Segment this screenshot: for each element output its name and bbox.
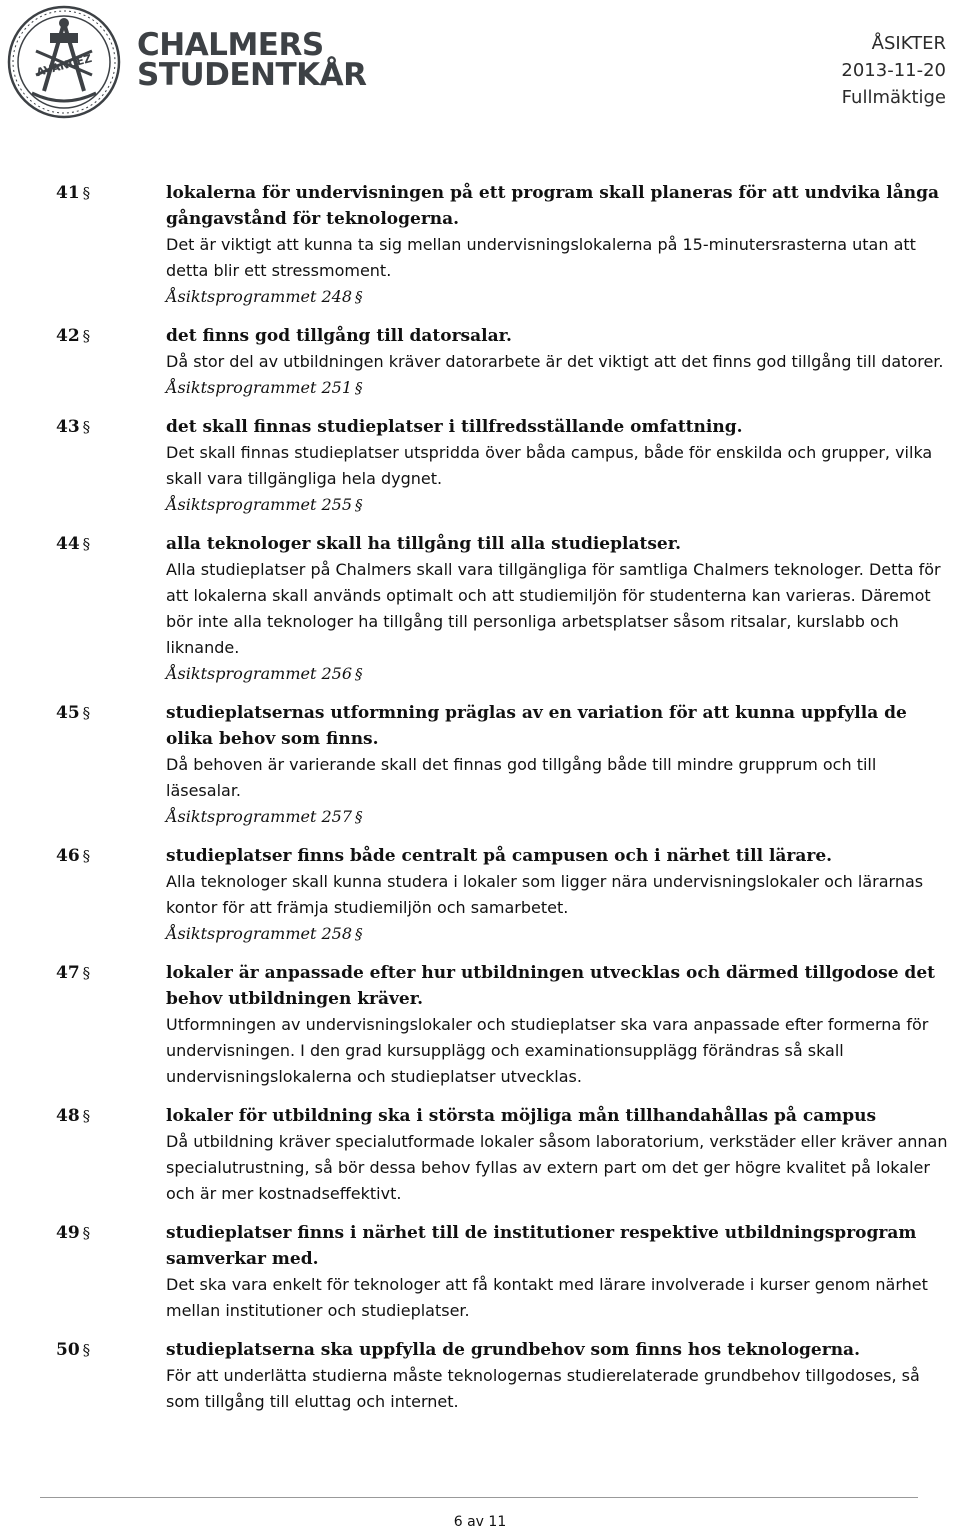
document-meta xyxy=(841,30,946,111)
item-content xyxy=(166,1103,956,1207)
item-body: Det är viktigt att kunna ta sig mellan undervisningslokalerna på 15-minutersrasterna utan att detta blir ett stressmoment. xyxy=(166,235,916,280)
opinion-item xyxy=(56,414,956,518)
pilcrow-mark: § xyxy=(82,1224,91,1242)
pilcrow-mark: § xyxy=(82,535,91,553)
item-number: 42 § xyxy=(56,326,91,346)
chalmers-seal-logo xyxy=(2,3,126,121)
item-heading: studieplatserna ska uppfylla de grundbehov som finns hos teknologerna. xyxy=(166,1340,860,1360)
item-reference: Åsiktsprogrammet 258 § xyxy=(166,924,363,943)
pilcrow-mark: § xyxy=(355,379,363,397)
opinion-item xyxy=(56,843,956,947)
opinion-item xyxy=(56,960,956,1090)
brand-line-1: CHALMERS xyxy=(137,27,324,63)
item-body: Det ska vara enkelt för teknologer att få kontakt med lärare involverade i kurser genom närhet mellan institutioner och studieplatser. xyxy=(166,1275,928,1320)
item-body: Det skall finnas studieplatser utspridda över båda campus, både för enskilda och grupper, vilka skall vara tillgängliga hela dygnet. xyxy=(166,443,933,488)
pilcrow-mark: § xyxy=(82,704,91,722)
item-reference: Åsiktsprogrammet 255 § xyxy=(166,495,363,514)
opinion-list xyxy=(56,180,956,1428)
item-heading: lokaler är anpassade efter hur utbildningen utvecklas och därmed tillgodose det behov utbildningen kräver. xyxy=(166,963,935,1009)
item-number: 44 § xyxy=(56,534,91,554)
item-content xyxy=(166,700,956,830)
item-body: Alla studieplatser på Chalmers skall vara tillgängliga för samtliga Chalmers teknologer. Detta för att lokalerna skall används optimalt och att studiemiljön för studenterna kan varieras. Däremot bör inte alla teknologer ha tillgång till personliga arbetsplatser såsom ritsalar, kurslabb och liknande. xyxy=(166,560,941,657)
opinion-item xyxy=(56,180,956,310)
item-reference: Åsiktsprogrammet 256 § xyxy=(166,664,363,683)
meeting-name: Fullmäktige xyxy=(841,87,946,108)
item-body: För att underlätta studierna måste teknologernas studierelaterade grundbehov tillgodoses, så som tillgång till eluttag och internet. xyxy=(166,1366,920,1411)
chalmers-studentkar-wordmark xyxy=(137,27,367,93)
item-reference: Åsiktsprogrammet 257 § xyxy=(166,807,363,826)
page-number: 6 av 11 xyxy=(453,1514,507,1530)
item-number: 46 § xyxy=(56,846,91,866)
pilcrow-mark: § xyxy=(82,184,91,202)
item-number: 50 § xyxy=(56,1340,91,1360)
opinion-item xyxy=(56,323,956,401)
page-header xyxy=(0,0,960,120)
doc-date: 2013-11-20 xyxy=(841,60,946,81)
item-number: 45 § xyxy=(56,703,91,723)
item-content xyxy=(166,323,956,401)
item-number: 41 § xyxy=(56,183,91,203)
item-heading: studieplatser finns både centralt på campusen och i närhet till lärare. xyxy=(166,846,833,866)
item-content xyxy=(166,1337,956,1415)
pilcrow-mark: § xyxy=(82,847,91,865)
item-heading: studieplatser finns i närhet till de institutioner respektive utbildningsprogram samverkar med. xyxy=(166,1223,917,1269)
svg-text:AVANCEZ: AVANCEZ xyxy=(35,51,94,80)
opinion-item xyxy=(56,1337,956,1415)
pilcrow-mark: § xyxy=(355,665,363,683)
pilcrow-mark: § xyxy=(355,288,363,306)
pilcrow-mark: § xyxy=(82,1107,91,1125)
item-number: 47 § xyxy=(56,963,91,983)
item-heading: lokalerna för undervisningen på ett program skall planeras för att undvika långa gångavstånd för teknologerna. xyxy=(166,183,940,229)
item-content xyxy=(166,180,956,310)
pilcrow-mark: § xyxy=(82,1341,91,1359)
doc-type: ÅSIKTER xyxy=(871,33,946,54)
item-content xyxy=(166,531,956,687)
opinion-item xyxy=(56,1220,956,1324)
pilcrow-mark: § xyxy=(82,964,91,982)
item-body: Alla teknologer skall kunna studera i lokaler som ligger nära undervisningslokaler och lärarnas kontor för att främja studiemiljön och samarbetet. xyxy=(166,872,924,917)
item-number: 49 § xyxy=(56,1223,91,1243)
item-number: 43 § xyxy=(56,417,91,437)
pilcrow-mark: § xyxy=(355,808,363,826)
item-body: Då stor del av utbildningen kräver datorarbete är det viktigt att det finns god tillgång till datorer. xyxy=(166,352,944,371)
item-heading: det skall finnas studieplatser i tillfredsställande omfattning. xyxy=(166,417,743,437)
item-body: Då behoven är varierande skall det finnas god tillgång både till mindre grupprum och till läsesalar. xyxy=(166,755,877,800)
item-content xyxy=(166,1220,956,1324)
pilcrow-mark: § xyxy=(355,925,363,943)
item-content xyxy=(166,414,956,518)
pilcrow-mark: § xyxy=(355,496,363,514)
item-heading: det finns god tillgång till datorsalar. xyxy=(166,326,512,346)
footer-divider xyxy=(40,1497,918,1498)
item-body: Då utbildning kräver specialutformade lokaler såsom laboratorium, verkstäder eller kräver annan specialutrustning, så bör dessa behov fyllas av extern part om det ger högre kvalitet på lokaler och är mer kostnadseffektivt. xyxy=(166,1132,948,1203)
item-content xyxy=(166,960,956,1090)
pilcrow-mark: § xyxy=(82,418,91,436)
pilcrow-mark: § xyxy=(82,327,91,345)
item-body: Utformningen av undervisningslokaler och studieplatser ska vara anpassade efter formerna för undervisningen. I den grad kursupplägg och examinationsupplägg förändras så skall undervisningslokalerna och studieplatser utvecklas. xyxy=(166,1015,929,1086)
opinion-item xyxy=(56,700,956,830)
item-heading: studieplatsernas utformning präglas av en variation för att kunna uppfylla de olika behov som finns. xyxy=(166,703,907,749)
opinion-item xyxy=(56,531,956,687)
item-heading: lokaler för utbildning ska i största möjliga mån tillhandahållas på campus xyxy=(166,1106,877,1126)
item-content xyxy=(166,843,956,947)
item-reference: Åsiktsprogrammet 248 § xyxy=(166,287,363,306)
item-reference: Åsiktsprogrammet 251 § xyxy=(166,378,363,397)
item-number: 48 § xyxy=(56,1106,91,1126)
opinion-item xyxy=(56,1103,956,1207)
brand-line-2: STUDENTKÅR xyxy=(137,57,367,93)
item-heading: alla teknologer skall ha tillgång till alla studieplatser. xyxy=(166,534,682,554)
